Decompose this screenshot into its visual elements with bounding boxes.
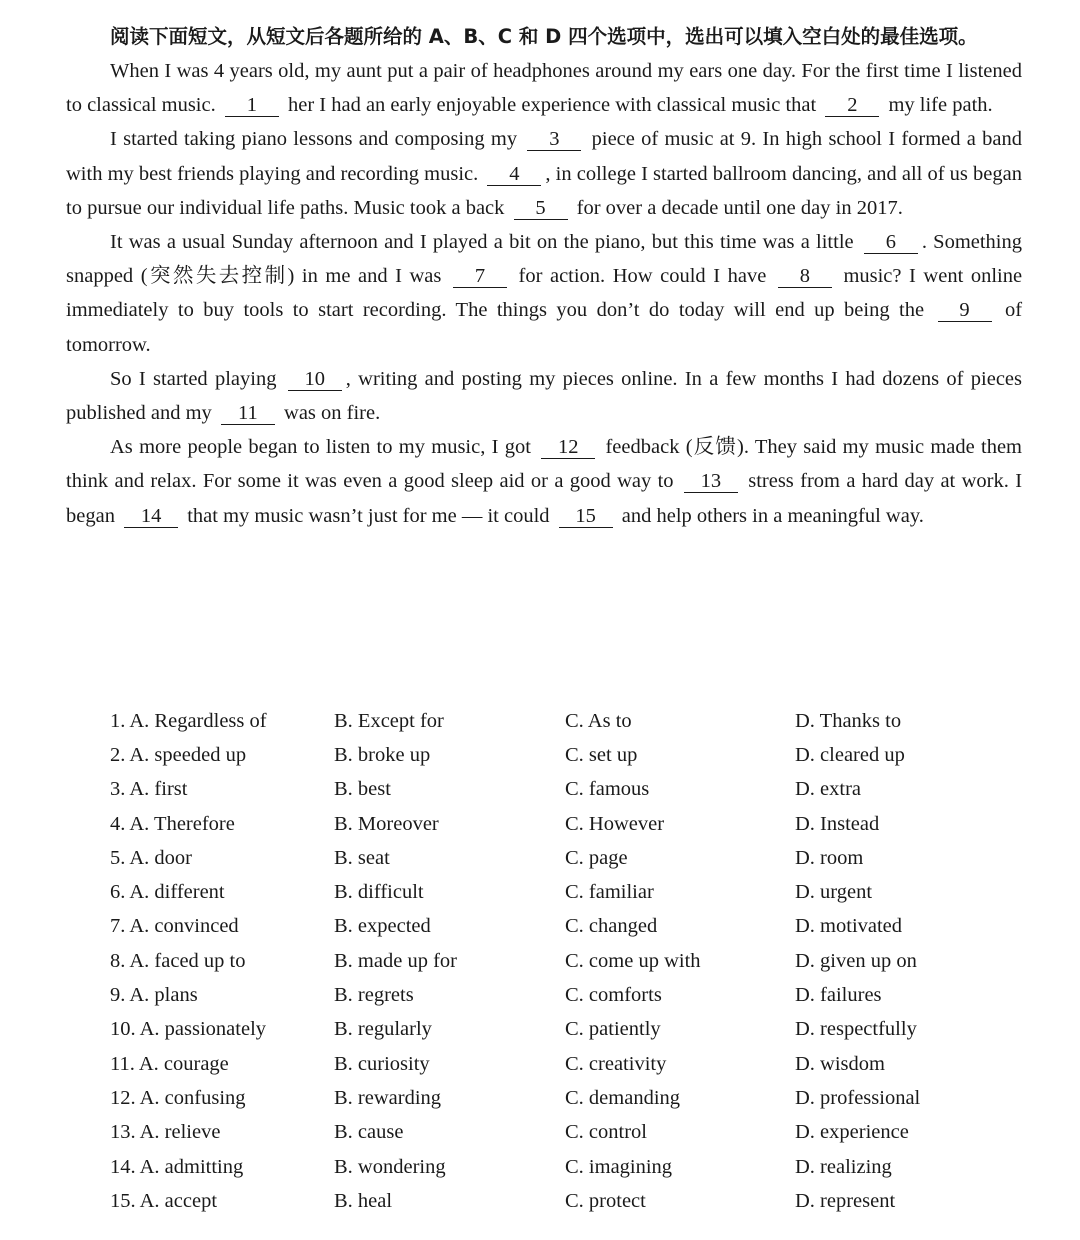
text-span: , writing and posting my pieces online. In a few months I had dozens of pieces published and my — [66, 367, 1023, 425]
option-d: D. cleared up — [795, 743, 905, 766]
option-c: C. control — [565, 1121, 647, 1144]
option-b: B. curiosity — [334, 1052, 430, 1075]
option-a: 3. A. first — [110, 778, 188, 801]
option-c: C. patiently — [565, 1018, 661, 1041]
option-row-11 — [110, 1047, 1040, 1081]
option-c: C. page — [565, 846, 628, 869]
option-d: D. urgent — [795, 881, 873, 904]
option-d: D. Instead — [795, 812, 880, 835]
blank-13: 13 — [684, 470, 738, 493]
option-d: D. Thanks to — [795, 709, 902, 732]
option-b: B. Except for — [334, 709, 444, 732]
option-row-14 — [110, 1150, 1040, 1184]
option-a: 7. A. convinced — [110, 915, 239, 938]
option-b: B. regrets — [334, 984, 414, 1007]
option-row-6 — [110, 875, 1040, 909]
option-c: C. imagining — [565, 1155, 673, 1178]
option-c: C. comforts — [565, 984, 662, 1007]
text-span: , in college I started ballroom dancing, and all of us began to pursue our individual life paths. Music took a back — [66, 162, 1022, 219]
text-span: and help others in a meaningful way. — [621, 504, 924, 527]
option-a: 4. A. Therefore — [110, 812, 235, 835]
blank-5: 5 — [514, 197, 568, 220]
option-a: 8. A. faced up to — [110, 949, 246, 972]
option-b: B. made up for — [334, 949, 457, 972]
blank-10: 10 — [288, 368, 342, 391]
text-span: It was a usual Sunday afternoon and I played a bit on the piano, but this time was a little — [110, 231, 854, 254]
option-c: C. protect — [565, 1189, 646, 1212]
text-span: my life path. — [888, 94, 993, 117]
option-c: C. famous — [565, 778, 650, 801]
blank-7: 7 — [453, 265, 507, 288]
blank-8: 8 — [778, 265, 832, 288]
text-span: was on fire. — [284, 402, 381, 425]
blank-4: 4 — [487, 163, 541, 186]
option-row-9 — [110, 978, 1040, 1012]
passage-paragraph-3 — [66, 225, 1022, 362]
option-d: D. motivated — [795, 915, 903, 938]
blank-3: 3 — [527, 128, 581, 151]
text-span: feedback (反馈). They said my music made them think and relax. For some it was even a good sleep aid or a good way to — [66, 436, 1022, 493]
option-c: C. creativity — [565, 1052, 667, 1075]
blank-14: 14 — [124, 505, 178, 528]
blank-2: 2 — [825, 94, 879, 117]
option-row-15 — [110, 1184, 1040, 1218]
option-c: C. demanding — [565, 1086, 681, 1109]
option-b: B. Moreover — [334, 812, 439, 835]
text-span: stress from a hard day at work. I began — [66, 470, 1023, 527]
option-a: 5. A. door — [110, 846, 192, 869]
option-c: C. However — [565, 812, 665, 835]
option-c: C. come up with — [565, 949, 701, 972]
option-d: D. represent — [795, 1189, 896, 1212]
option-row-13 — [110, 1116, 1040, 1150]
option-a: 2. A. speeded up — [110, 743, 247, 766]
option-b: B. seat — [334, 846, 390, 869]
options-list — [110, 704, 1040, 1218]
option-d: D. respectfully — [795, 1018, 917, 1041]
option-b: B. cause — [334, 1121, 404, 1144]
option-row-12 — [110, 1081, 1040, 1115]
option-b: B. wondering — [334, 1155, 446, 1178]
text-span: her I had an early enjoyable experience with classical music that — [287, 94, 817, 117]
blank-9: 9 — [938, 299, 992, 322]
text-span: for action. How could I have — [518, 265, 767, 288]
text-span: I started taking piano lessons and composing my — [110, 128, 518, 151]
option-d: D. wisdom — [795, 1052, 885, 1075]
blank-11: 11 — [221, 402, 275, 425]
option-c: C. set up — [565, 743, 638, 766]
passage-paragraph-2 — [66, 122, 1022, 225]
text-span: that my music wasn’t just for me — it could — [187, 504, 550, 527]
text-span: As more people began to listen to my music, I got — [110, 436, 531, 459]
passage-paragraph-5 — [66, 430, 1022, 533]
option-row-1 — [110, 704, 1040, 738]
instruction-text: 阅读下面短文，从短文后各题所给的 A、B、C 和 D 四个选项中，选出可以填入空白处的最佳选项。 — [110, 25, 978, 48]
text-span: piece of music at 9. In high school I formed a band with my best friends playing and recording music. — [66, 128, 1022, 185]
option-d: D. room — [795, 846, 864, 869]
option-d: D. realizing — [795, 1155, 892, 1178]
option-b: B. heal — [334, 1189, 393, 1212]
option-d: D. given up on — [795, 949, 917, 972]
option-row-2 — [110, 738, 1040, 772]
passage-paragraph-4 — [66, 362, 1022, 430]
text-span: . Something snapped (突然失去控制) in me and I was — [66, 231, 1022, 288]
option-a: 1. A. Regardless of — [110, 709, 267, 732]
option-row-3 — [110, 773, 1040, 807]
text-span: When I was 4 years old, my aunt put a pair of headphones around my ears one day. For the first time I listened to classical music. — [66, 60, 1022, 117]
option-d: D. extra — [795, 778, 862, 801]
option-b: B. best — [334, 778, 391, 801]
option-a: 12. A. confusing — [110, 1086, 246, 1109]
option-c: C. changed — [565, 915, 658, 938]
option-a: 14. A. admitting — [110, 1155, 244, 1178]
blank-15: 15 — [559, 505, 613, 528]
option-row-4 — [110, 807, 1040, 841]
option-b: B. broke up — [334, 743, 431, 766]
option-row-10 — [110, 1013, 1040, 1047]
option-a: 9. A. plans — [110, 984, 198, 1007]
option-d: D. failures — [795, 984, 882, 1007]
option-c: C. familiar — [565, 881, 654, 904]
option-a: 11. A. courage — [110, 1052, 229, 1075]
option-a: 10. A. passionately — [110, 1018, 267, 1041]
blank-12: 12 — [541, 436, 595, 459]
option-b: B. difficult — [334, 881, 424, 904]
text-span: of tomorrow. — [66, 299, 1023, 356]
option-a: 6. A. different — [110, 881, 225, 904]
exam-page — [66, 20, 1022, 533]
option-c: C. As to — [565, 709, 632, 732]
option-b: B. regularly — [334, 1018, 432, 1041]
passage-paragraph-1 — [66, 54, 1022, 122]
option-row-5 — [110, 841, 1040, 875]
option-row-7 — [110, 910, 1040, 944]
option-a: 13. A. relieve — [110, 1121, 221, 1144]
option-b: B. rewarding — [334, 1086, 442, 1109]
blank-6: 6 — [864, 231, 918, 254]
text-span: music? I went online immediately to buy tools to start recording. The things you don’t do today will end up being the — [66, 265, 1023, 322]
blank-1: 1 — [225, 94, 279, 117]
option-d: D. experience — [795, 1121, 909, 1144]
text-span: for over a decade until one day in 2017. — [576, 196, 903, 219]
option-d: D. professional — [795, 1086, 921, 1109]
option-b: B. expected — [334, 915, 431, 938]
option-a: 15. A. accept — [110, 1189, 218, 1212]
text-span: So I started playing — [110, 367, 277, 390]
option-row-8 — [110, 944, 1040, 978]
